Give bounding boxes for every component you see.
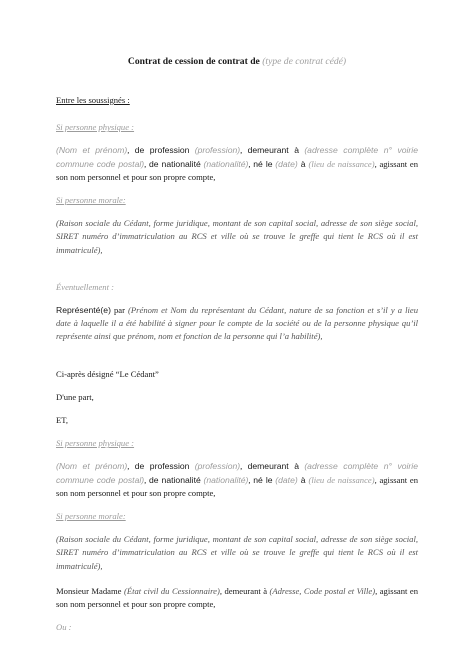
clause-end: , agissant en son nom personnel et pour son propre compte, [56,585,418,610]
date-placeholder: (date) [275,158,298,169]
legal-person-paragraph-2: (Raison sociale du Cédant, forme juridique, montant de son capital social, adresse de son siège social, SIRET numéro d’immatriculation au RCS et ville où se trouve le greffe qui tient le RCS où il est immatriculé), [56,534,418,571]
birthplace-placeholder: (lieu de naissance) [308,158,375,169]
physical-person-paragraph-2 [56,460,418,500]
separator: à [297,474,309,485]
profession-placeholder: (profession) [194,461,241,472]
assignee-paragraph [56,585,418,611]
nationality-label: de nationalité [149,158,201,169]
or-label: Ou : [56,622,72,633]
parties-intro: Entre les soussignés : [56,95,130,105]
clause-end: , agissant en son nom personnel et pour son propre compte, [56,158,418,182]
separator: par [110,305,129,316]
address-label: demeurant à [247,145,299,156]
separator: , [240,145,248,156]
subtitle-legal-person-1: Si personne morale: [56,195,126,206]
profession-label: de profession [134,461,190,472]
civility-label: Monsieur Madame [56,585,122,596]
subtitle-physical-person-2: Si personne physique : [56,438,135,449]
first-part-label: D'une part, [56,391,94,402]
subtitle-legal-person-2: Si personne morale: [56,511,126,522]
title-placeholder: (type de contrat cédé) [262,56,347,67]
representative-paragraph [56,304,418,344]
nationality-placeholder: (nationalité) [203,158,249,169]
separator: , [127,461,135,472]
date-placeholder: (date) [275,474,298,485]
civil-status-placeholder: (État civil du Cessionnaire) [123,585,220,596]
separator: , [248,474,254,485]
legal-person-paragraph-1: (Raison sociale du Cédant, forme juridique, montant de son capital social, adresse de son siège social, SIRET numéro d’immatriculation au RCS et ville où se trouve le greffe qui tient le RCS où il est immatriculé), [56,218,418,255]
representative-placeholder: (Prénom et Nom du représentant du Cédant, nature de sa fonction et s’il y a lieu date à laquelle il a été habilité à signer pour le compte de la société ou de la personne physique qu’il représente ainsi que prénom, nom et fonction de la personne qui l’a habilité), [56,305,418,342]
name-placeholder: (Nom et prénom) [56,461,128,472]
name-placeholder: (Nom et prénom) [56,145,128,156]
clause-end: , agissant en son nom personnel et pour son propre compte, [56,474,418,498]
title-main: Contrat de cession de contrat de [127,56,260,67]
nationality-placeholder: (nationalité) [203,474,249,485]
separator: , [144,158,150,169]
separator: , [127,145,135,156]
profession-label: de profession [134,145,190,156]
nationality-label: de nationalité [149,474,201,485]
assignor-designation: Ci-après désigné “Le Cédant” [56,368,159,379]
birth-label: né le [253,474,273,485]
address-placeholder: (adresse complète n° voirie commune code postal) [56,145,418,169]
and-label: ET, [56,415,69,426]
address-placeholder: (adresse complète n° voirie commune code postal) [56,461,418,485]
assignee-address-placeholder: (Adresse, Code postal et Ville) [269,585,376,596]
separator: à [297,158,309,169]
separator: , [144,474,150,485]
separator: , [240,461,248,472]
document-title [56,56,418,67]
profession-placeholder: (profession) [194,145,241,156]
birth-label: né le [253,158,273,169]
address-label: , demeurant à [219,585,270,596]
represented-label: Représenté(e) [56,305,111,316]
optional-label: Éventuellement : [56,281,114,292]
address-label: demeurant à [247,461,299,472]
separator: , [248,158,254,169]
birthplace-placeholder: (lieu de naissance) [308,474,375,485]
physical-person-paragraph-1 [56,144,418,184]
subtitle-physical-person-1: Si personne physique : [56,122,135,133]
